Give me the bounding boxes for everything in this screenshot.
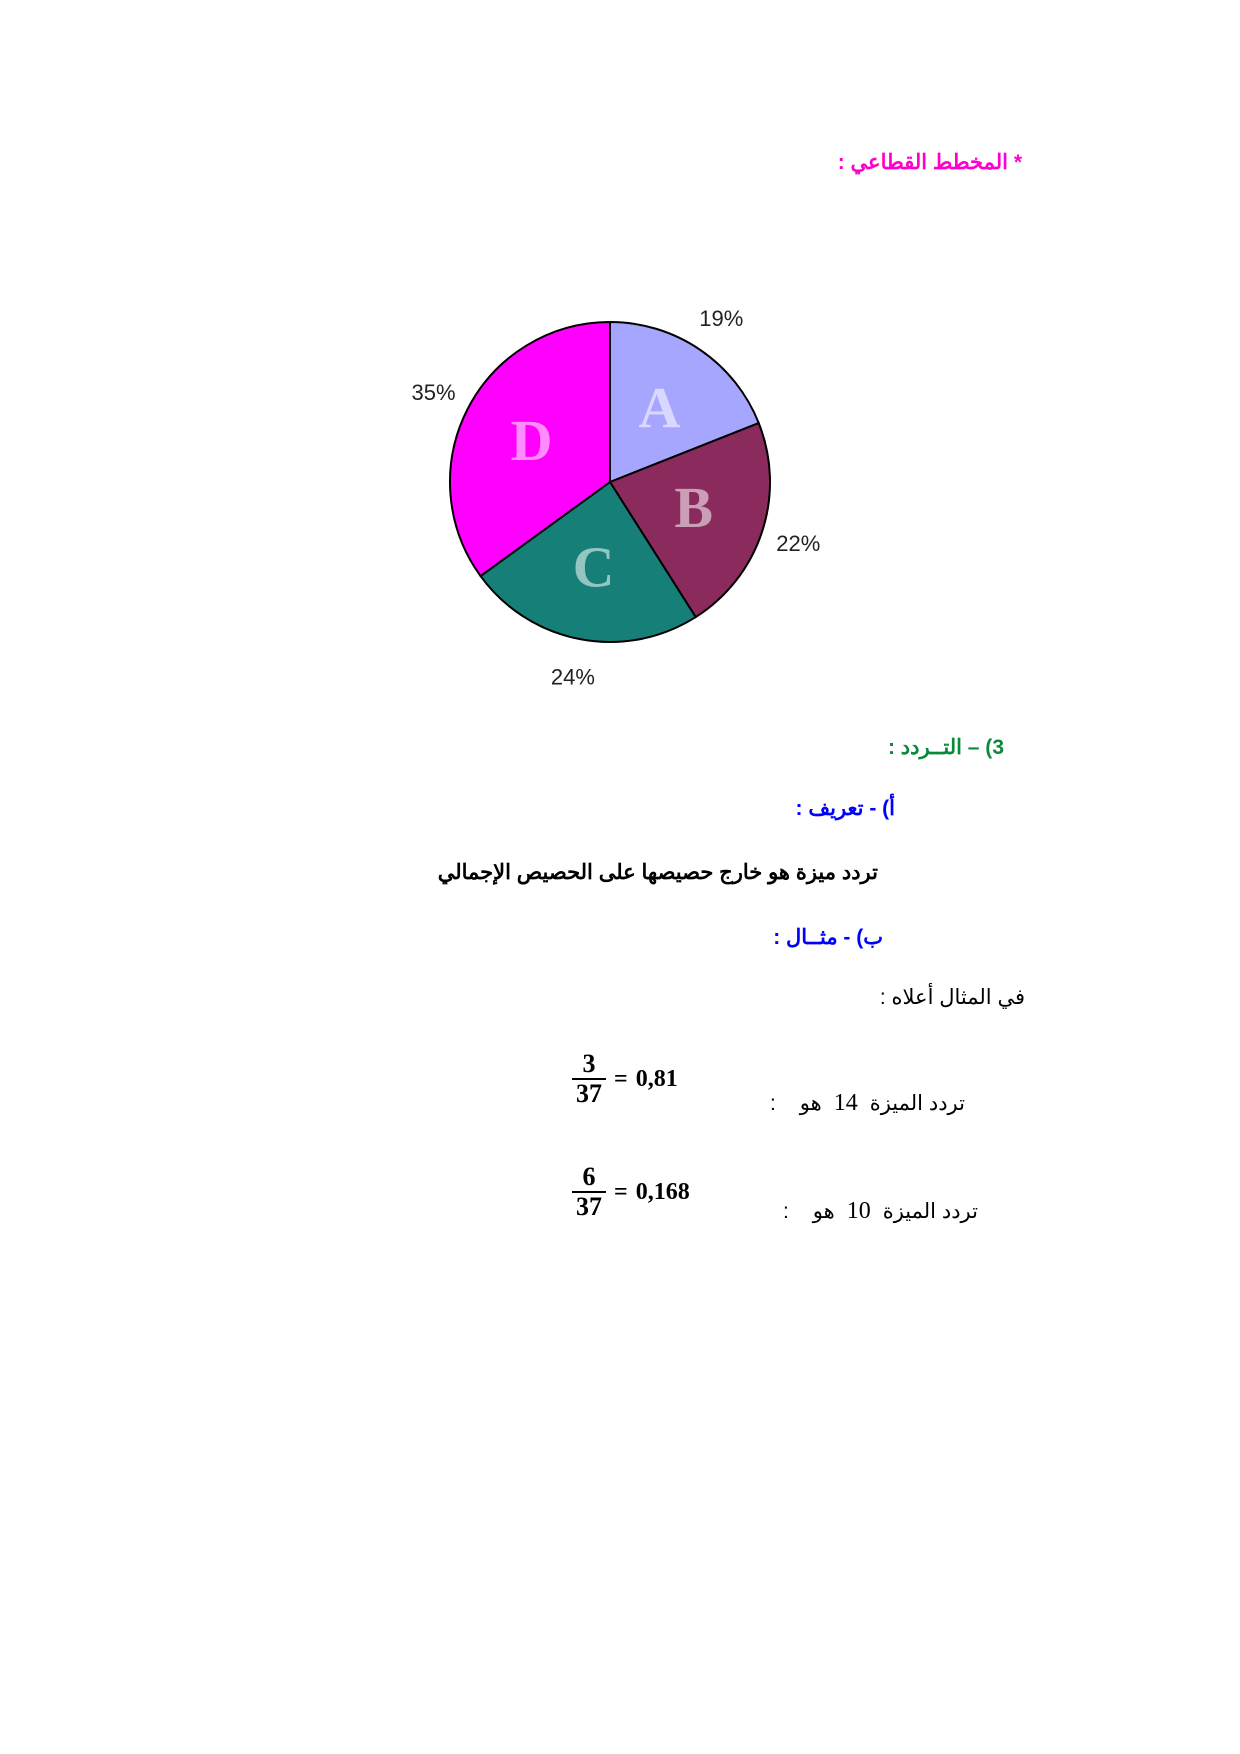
frequency-colon-2: : [782, 1200, 789, 1223]
definition-text: تردد ميزة هو خارج حصيصها على الحصيص الإجمالي [437, 861, 878, 884]
pie-slice-label-c: C [572, 534, 615, 600]
pie-percent-label-a: 19% [699, 306, 744, 332]
frequency-word-2: هو [812, 1200, 835, 1223]
fraction-1 [572, 1050, 606, 1108]
numerator-2: 6 [572, 1163, 606, 1193]
frequency-line-1 [770, 1090, 965, 1117]
result-1: 0,81 [635, 1065, 678, 1092]
formula-2 [572, 1163, 690, 1221]
result-2: 0,168 [635, 1178, 690, 1205]
definition-heading: أ) - تعريف : [795, 797, 895, 820]
pie-section-title: * المخطط القطاعي : [837, 151, 1022, 174]
frequency-colon-1: : [769, 1092, 776, 1115]
denominator-2: 37 [576, 1192, 602, 1221]
equals-sign-2: = [614, 1178, 628, 1205]
frequency-prefix-2: تردد الميزة [882, 1200, 978, 1223]
pie-slice-label-d: D [510, 408, 553, 474]
equals-sign-1: = [614, 1065, 628, 1092]
frequency-word-1: هو [799, 1092, 822, 1115]
frequency-value-2: 10 [846, 1198, 871, 1224]
frequency-prefix-1: تردد الميزة [869, 1092, 965, 1115]
fraction-2 [572, 1163, 606, 1221]
pie-slice-label-a: A [638, 375, 681, 441]
formula-1 [572, 1050, 678, 1108]
pie-slice-label-b: B [674, 475, 714, 541]
pie-percent-label-c: 24% [550, 664, 595, 690]
denominator-1: 37 [576, 1079, 602, 1108]
frequency-section-title: 3) – التــردد : [887, 736, 1004, 759]
pie-percent-label-b: 22% [776, 531, 821, 557]
numerator-1: 3 [572, 1050, 606, 1080]
pie-chart-svg [390, 290, 860, 710]
frequency-value-1: 14 [833, 1090, 858, 1116]
example-intro: في المثال أعلاه : [879, 986, 1025, 1009]
pie-percent-label-d: 35% [411, 380, 456, 406]
example-heading: ب) - مثــال : [773, 926, 883, 949]
frequency-line-2 [783, 1198, 978, 1225]
pie-chart [390, 290, 860, 710]
